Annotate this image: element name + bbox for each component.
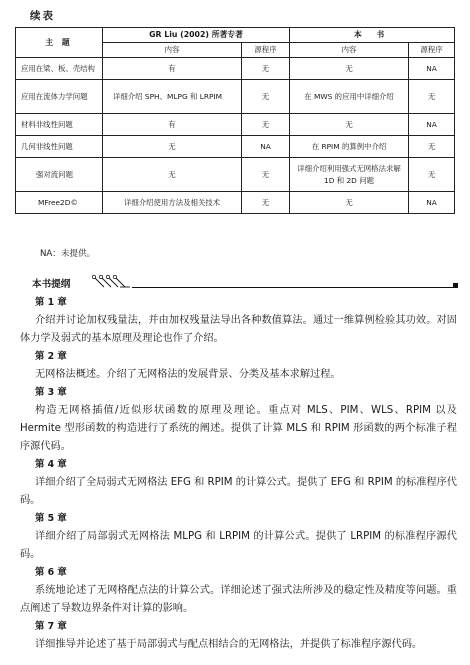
subheader-source-right: 源程序 (409, 43, 455, 58)
table-note: NA：未提供。 (40, 249, 96, 259)
section-title: 本书提纲 (32, 279, 71, 290)
chapter-heading: 第 4 章 (35, 459, 67, 470)
row-cell: 无 (290, 192, 409, 214)
chapter-heading: 第 3 章 (35, 387, 67, 398)
row-topic: 强对流问题 (16, 158, 103, 192)
subheader-source-left: 源程序 (242, 43, 290, 58)
chapter-summary: 系统地论述了无网格配点法的计算公式。详细论述了强式法所涉及的稳定性及精度等问题。重点阐述了导数边界条件对计算的影响。 (20, 585, 457, 614)
row-topic: MFree2D© (16, 192, 103, 214)
chapter-heading: 第 2 章 (35, 351, 67, 362)
row-cell: NA (409, 58, 455, 80)
row-topic: 应用在梁、板、壳结构 (16, 58, 103, 80)
chapter-heading: 第 7 章 (35, 621, 67, 632)
row-cell: 有 (103, 58, 242, 80)
row-cell: 无 (242, 192, 290, 214)
row-cell: 详细介绍利用强式无网格法求解 1D 和 2D 问题 (290, 158, 409, 192)
row-cell: 无 (103, 136, 242, 158)
row-topic: 材料非线性问题 (16, 114, 103, 136)
row-cell: 无 (290, 58, 409, 80)
chapter-heading: 第 6 章 (35, 567, 67, 578)
chapter-summary: 构造无网格插值/近似形状函数的原理及理论。重点对 MLS、PIM、WLS、RPIM 以及 Hermite 型形函数的构造进行了系统的阐述。提供了计算 MLS 和 RPIM 形函数的两个标准子程序源代码。 (20, 405, 457, 452)
chapter-summary: 无网格法概述。介绍了无网格法的发展背景、分类及基本求解过程。 (35, 369, 341, 380)
chapter-summary: 详细介绍了全局弱式无网格法 EFG 和 RPIM 的计算公式。提供了 EFG 和 RPIM 的标准程序代码。 (20, 477, 457, 506)
row-cell: NA (409, 192, 455, 214)
row-cell: 无 (242, 114, 290, 136)
row-cell: 详细介绍 SPH、MLPG 和 LRPIM (103, 80, 242, 114)
table-header-row (16, 28, 455, 43)
row-cell: 无 (409, 158, 455, 192)
row-cell: 有 (103, 114, 242, 136)
row-topic: 几何非线性问题 (16, 136, 103, 158)
row-cell: 无 (409, 80, 455, 114)
group-header-right: 本 书 (290, 28, 455, 43)
section-header (20, 268, 458, 290)
row-topic: 应用在流体力学问题 (16, 80, 103, 114)
chapter-heading: 第 1 章 (35, 297, 67, 308)
row-cell: 无 (409, 136, 455, 158)
subheader-content-right: 内容 (290, 43, 409, 58)
group-header-left: GR Liu (2002) 所著专著 (103, 28, 290, 43)
slash-ornament-icon (90, 268, 130, 292)
row-cell: 在 RPIM 的算例中介绍 (290, 136, 409, 158)
row-cell: 详细介绍使用方法及相关技术 (103, 192, 242, 214)
continued-label: 续表 (30, 10, 55, 22)
section-rule (132, 287, 454, 288)
chapter-summary: 介绍并讨论加权残量法，并由加权残量法导出各种数值算法。通过一维算例检验其功效。对固体力学及弱式的基本原理及理论也作了介绍。 (20, 315, 457, 344)
subheader-content-left: 内容 (103, 43, 242, 58)
table-row (16, 158, 455, 192)
table-row (16, 114, 455, 136)
row-cell: 无 (290, 114, 409, 136)
row-cell: 无 (242, 158, 290, 192)
row-cell: 无 (242, 58, 290, 80)
topic-header: 主 题 (16, 28, 103, 58)
chapter-heading: 第 5 章 (35, 513, 67, 524)
table-row (16, 80, 455, 114)
chapter-summary: 详细介绍了局部弱式无网格法 MLPG 和 LRPIM 的计算公式。提供了 LRPIM 的标准程序源代码。 (20, 531, 457, 560)
row-cell: 无 (103, 158, 242, 192)
chapter-outline (20, 294, 457, 654)
table-row (16, 192, 455, 214)
row-cell: NA (409, 114, 455, 136)
table-row (16, 58, 455, 80)
table-row (16, 136, 455, 158)
comparison-table (15, 27, 455, 214)
row-cell: 无 (242, 80, 290, 114)
row-cell: NA (242, 136, 290, 158)
section-rule-end-square (453, 283, 458, 288)
row-cell: 在 MWS 的应用中详细介绍 (290, 80, 409, 114)
chapter-summary: 详细推导并论述了基于局部弱式与配点相结合的无网格法，并提供了标准程序源代码。 (35, 639, 423, 650)
